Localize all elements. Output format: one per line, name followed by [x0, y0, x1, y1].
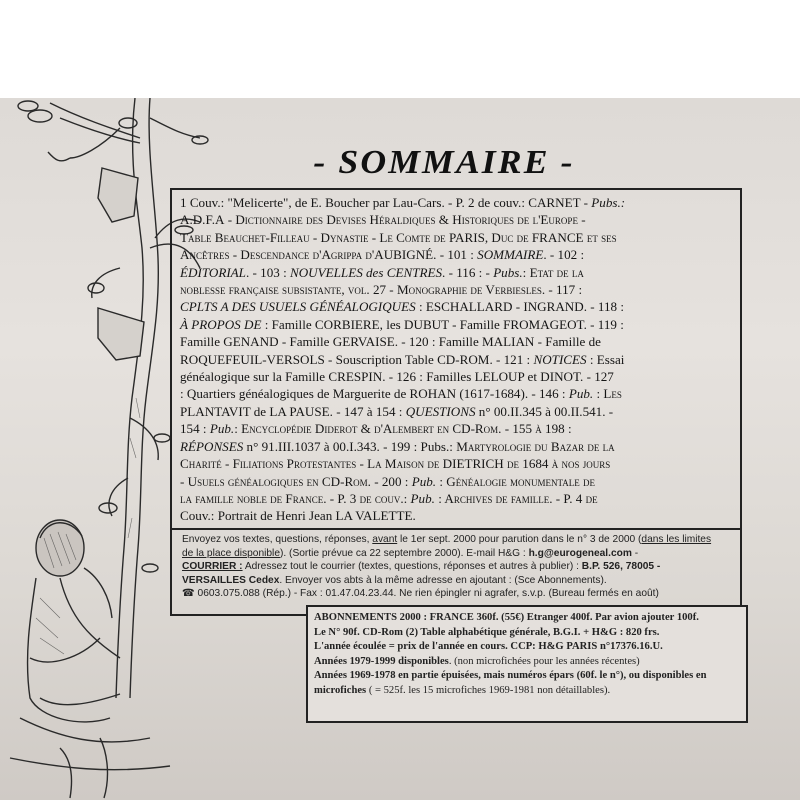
sommaire-line: ÉDITORIAL: [180, 264, 246, 280]
sommaire-line: 1 Couv.: "Melicerte", de E. Boucher par Lau-Cars. - P. 2 de couv.: CARNET -: [180, 195, 589, 210]
info-text: Adressez tout le courrier (textes, questions, réponses et autres à publier) :: [242, 561, 582, 573]
subscription-box: [306, 605, 748, 723]
info-text: avant: [372, 534, 398, 545]
sommaire-line: de 1684 à nos jours: [503, 456, 611, 472]
sommaire-line: : Les: [593, 386, 622, 402]
sommaire-line: . - 103 :: [245, 264, 290, 280]
sommaire-line: - Dictionnaire des Devises Héraldiques & Historiques de l'Europe -: [224, 212, 586, 228]
info-text: le 1er sept. 2000 pour parution dans le n° 3 de 2000 (: [397, 534, 642, 545]
submission-info-box: [170, 530, 742, 616]
sommaire-line: QUESTIONS: [405, 403, 476, 419]
sommaire-line: : Famille CORBIERE, les DUBUT - Famille FROMAGEOT. - 119 :: [261, 316, 624, 332]
sommaire-line: noblesse française subsistante, vol. 27 - Monographie de Verbiesles. - 117 :: [180, 282, 583, 298]
sommaire-line: Pub.: [411, 473, 437, 489]
sommaire-line: Table Beauchet-Filleau - Dynastie - Le Comte de PARIS, Duc de FRANCE et ses: [180, 229, 617, 245]
abo-line: Années 1979-1999 disponibles: [314, 655, 449, 667]
sommaire-line: : Généalogie monumentale de: [436, 473, 596, 489]
sommaire-line: ROQUEFEUIL-VERSOLS - Souscription Table CD-ROM. - 121 :: [180, 351, 534, 367]
sommaire-line: Pubs.: [493, 264, 523, 280]
sommaire-line: Pub.: [410, 490, 435, 506]
abo-line: Années 1969-1978 en partie épuisées, mais numéros épars (60f. le n°), ou disponibles en: [314, 670, 707, 682]
sommaire-line: n° 91.III.1037 à 00.I.343. - 199 :: [243, 438, 421, 454]
info-text: -: [631, 547, 639, 559]
sommaire-line: À PROPOS DE: [180, 316, 262, 332]
magazine-page: [0, 98, 800, 800]
info-text: . Envoyer vos abts à la même adresse en ajoutant : (Sce Abonnements).: [279, 574, 607, 586]
sommaire-line: - Usuels généalogiques en CD-Rom. - 200 :: [180, 473, 412, 489]
page-title: - SOMMAIRE -: [313, 144, 575, 181]
sommaire-line: . - 101 :: [433, 247, 478, 263]
sommaire-line: RÉPONSES: [180, 438, 244, 454]
abo-line: ABONNEMENTS 2000 : FRANCE 360f. (55€) Etranger 400f. Par avion ajouter 100f.: [314, 612, 699, 623]
sommaire-line: la famille noble de France. - P. 3 de couv.:: [180, 490, 411, 506]
abo-line: L'année écoulée = prix de l'année en cours. CCP: H&G PARIS n°17376.16.U.: [314, 641, 663, 653]
sommaire-line: : Essai: [586, 351, 625, 367]
sommaire-line: NOUVELLES des CENTRES: [289, 264, 443, 280]
sommaire-line: Couv.: Portrait de Henri Jean LA VALETTE.: [180, 508, 416, 524]
sommaire-line: Pub.: [209, 421, 235, 437]
sommaire-line: SOMMAIRE: [477, 247, 544, 263]
info-text: Envoyez vos textes, questions, réponses,: [182, 534, 373, 545]
email-link[interactable]: h.g@eurogeneal.com: [528, 547, 632, 559]
sommaire-line: . - 102 :: [543, 247, 585, 263]
sommaire-line: . - 116 : -: [442, 264, 494, 280]
sommaire-line: Pubs.: [420, 438, 450, 454]
info-text: 0603.075.088 (Rép.) - Fax : 01.47.04.23.44. Ne rien épingler ni agrafer, s.v.p. (Bureau fermés en août): [194, 588, 659, 600]
info-text: dans les limites: [641, 534, 712, 545]
abo-line: . (non microfichées pour les années récentes): [448, 655, 640, 667]
sommaire-line: généalogique sur la Famille CRESPIN. - 126 : Familles LELOUP et DINOT. - 127: [180, 369, 614, 385]
sommaire-line: CPLTS A DES USUELS GÉNÉALOGIQUES: [180, 299, 416, 315]
address-text: B.P. 526, 78005 -: [581, 561, 661, 573]
sommaire-line: n° 00.II.345 à 00.II.541. -: [475, 403, 614, 419]
sommaire-line: . - 147 à 154 :: [329, 403, 406, 419]
abo-line: ( = 525f. les 15 microfiches 1969-1981 non détaillables).: [366, 684, 611, 696]
sommaire-line: DIETRICH: [442, 456, 504, 472]
sommaire-line: 154 :: [180, 421, 210, 437]
abo-line: microfiches: [314, 684, 367, 696]
sommaire-text: [180, 194, 733, 525]
sommaire-line: : Archives de famille. - P. 4 de: [434, 490, 598, 506]
sommaire-line: Pub.: [568, 386, 594, 402]
sommaire-line: AUBIGNÉ: [374, 247, 434, 263]
phone-icon: ☎: [182, 588, 195, 600]
sommaire-box: [170, 188, 742, 530]
info-text: de la place disponible: [182, 547, 280, 559]
address-text: VERSAILLES Cedex: [182, 574, 280, 586]
sommaire-line: Ancêtres - Descendance d'Agrippa d': [180, 247, 375, 263]
sommaire-line: : ESCHALLARD - INGRAND. - 118 :: [415, 299, 624, 315]
courrier-label: COURRIER :: [182, 561, 243, 573]
sommaire-line: PLANTAVIT de LA PAUSE: [180, 403, 330, 419]
sommaire-line: : Quartiers généalogiques de Marguerite de ROHAN (1617-1684). - 146 :: [180, 386, 569, 402]
sommaire-line: : Etat de la: [522, 264, 584, 280]
sommaire-line: : Encyclopédie Diderot & d'Alembert en CD-Rom. - 155 à 198 :: [234, 421, 572, 437]
sommaire-line: Pubs.:: [588, 195, 626, 210]
sommaire-line: : Martyrologie du Bazar de la: [449, 438, 615, 454]
info-text: ). (Sortie prévue ca 22 septembre 2000). E-mail H&G :: [280, 547, 529, 559]
sommaire-line: Charité - Filiations Protestantes - La Maison de: [180, 456, 443, 472]
sommaire-line: Famille GENAND - Famille GERVAISE. - 120 : Famille MALIAN - Famille de: [180, 334, 601, 350]
abo-line: Le N° 90f. CD-Rom (2) Table alphabétique générale, B.G.I. + H&G : 820 frs.: [314, 626, 660, 638]
sommaire-line: A.D.F.A: [180, 212, 225, 228]
sommaire-line: NOTICES: [533, 351, 587, 367]
